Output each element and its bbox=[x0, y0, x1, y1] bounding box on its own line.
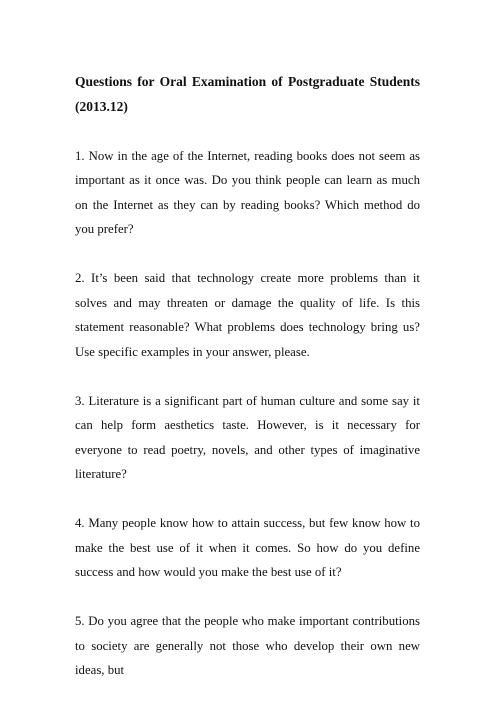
question-1: 1. Now in the age of the Internet, reading books does not seem as important as it once was. Do you think people can learn as much on the Internet as they can by reading books? Which method do you prefer? bbox=[75, 148, 420, 236]
document-title: Questions for Oral Examination of Postgraduate Students (2013.12) bbox=[75, 74, 420, 114]
question-5: 5. Do you agree that the people who make important contributions to society are generally not those who develop their own new ideas, but bbox=[75, 614, 420, 677]
document-body bbox=[75, 70, 420, 702]
question-2: 2. It’s been said that technology create more problems than it solves and may threaten or damage the quality of life. Is this statement reasonable? What problems does technology bring us? Use specific examples in your answer, please. bbox=[75, 271, 420, 359]
question-3: 3. Literature is a significant part of human culture and some say it can help form aesthetics taste. However, is it necessary for everyone to read poetry, novels, and other types of imaginative literature? bbox=[75, 393, 420, 481]
question-4: 4. Many people know how to attain success, but few know how to make the best use of it when it comes. So how do you define success and how would you make the best use of it? bbox=[75, 516, 420, 579]
